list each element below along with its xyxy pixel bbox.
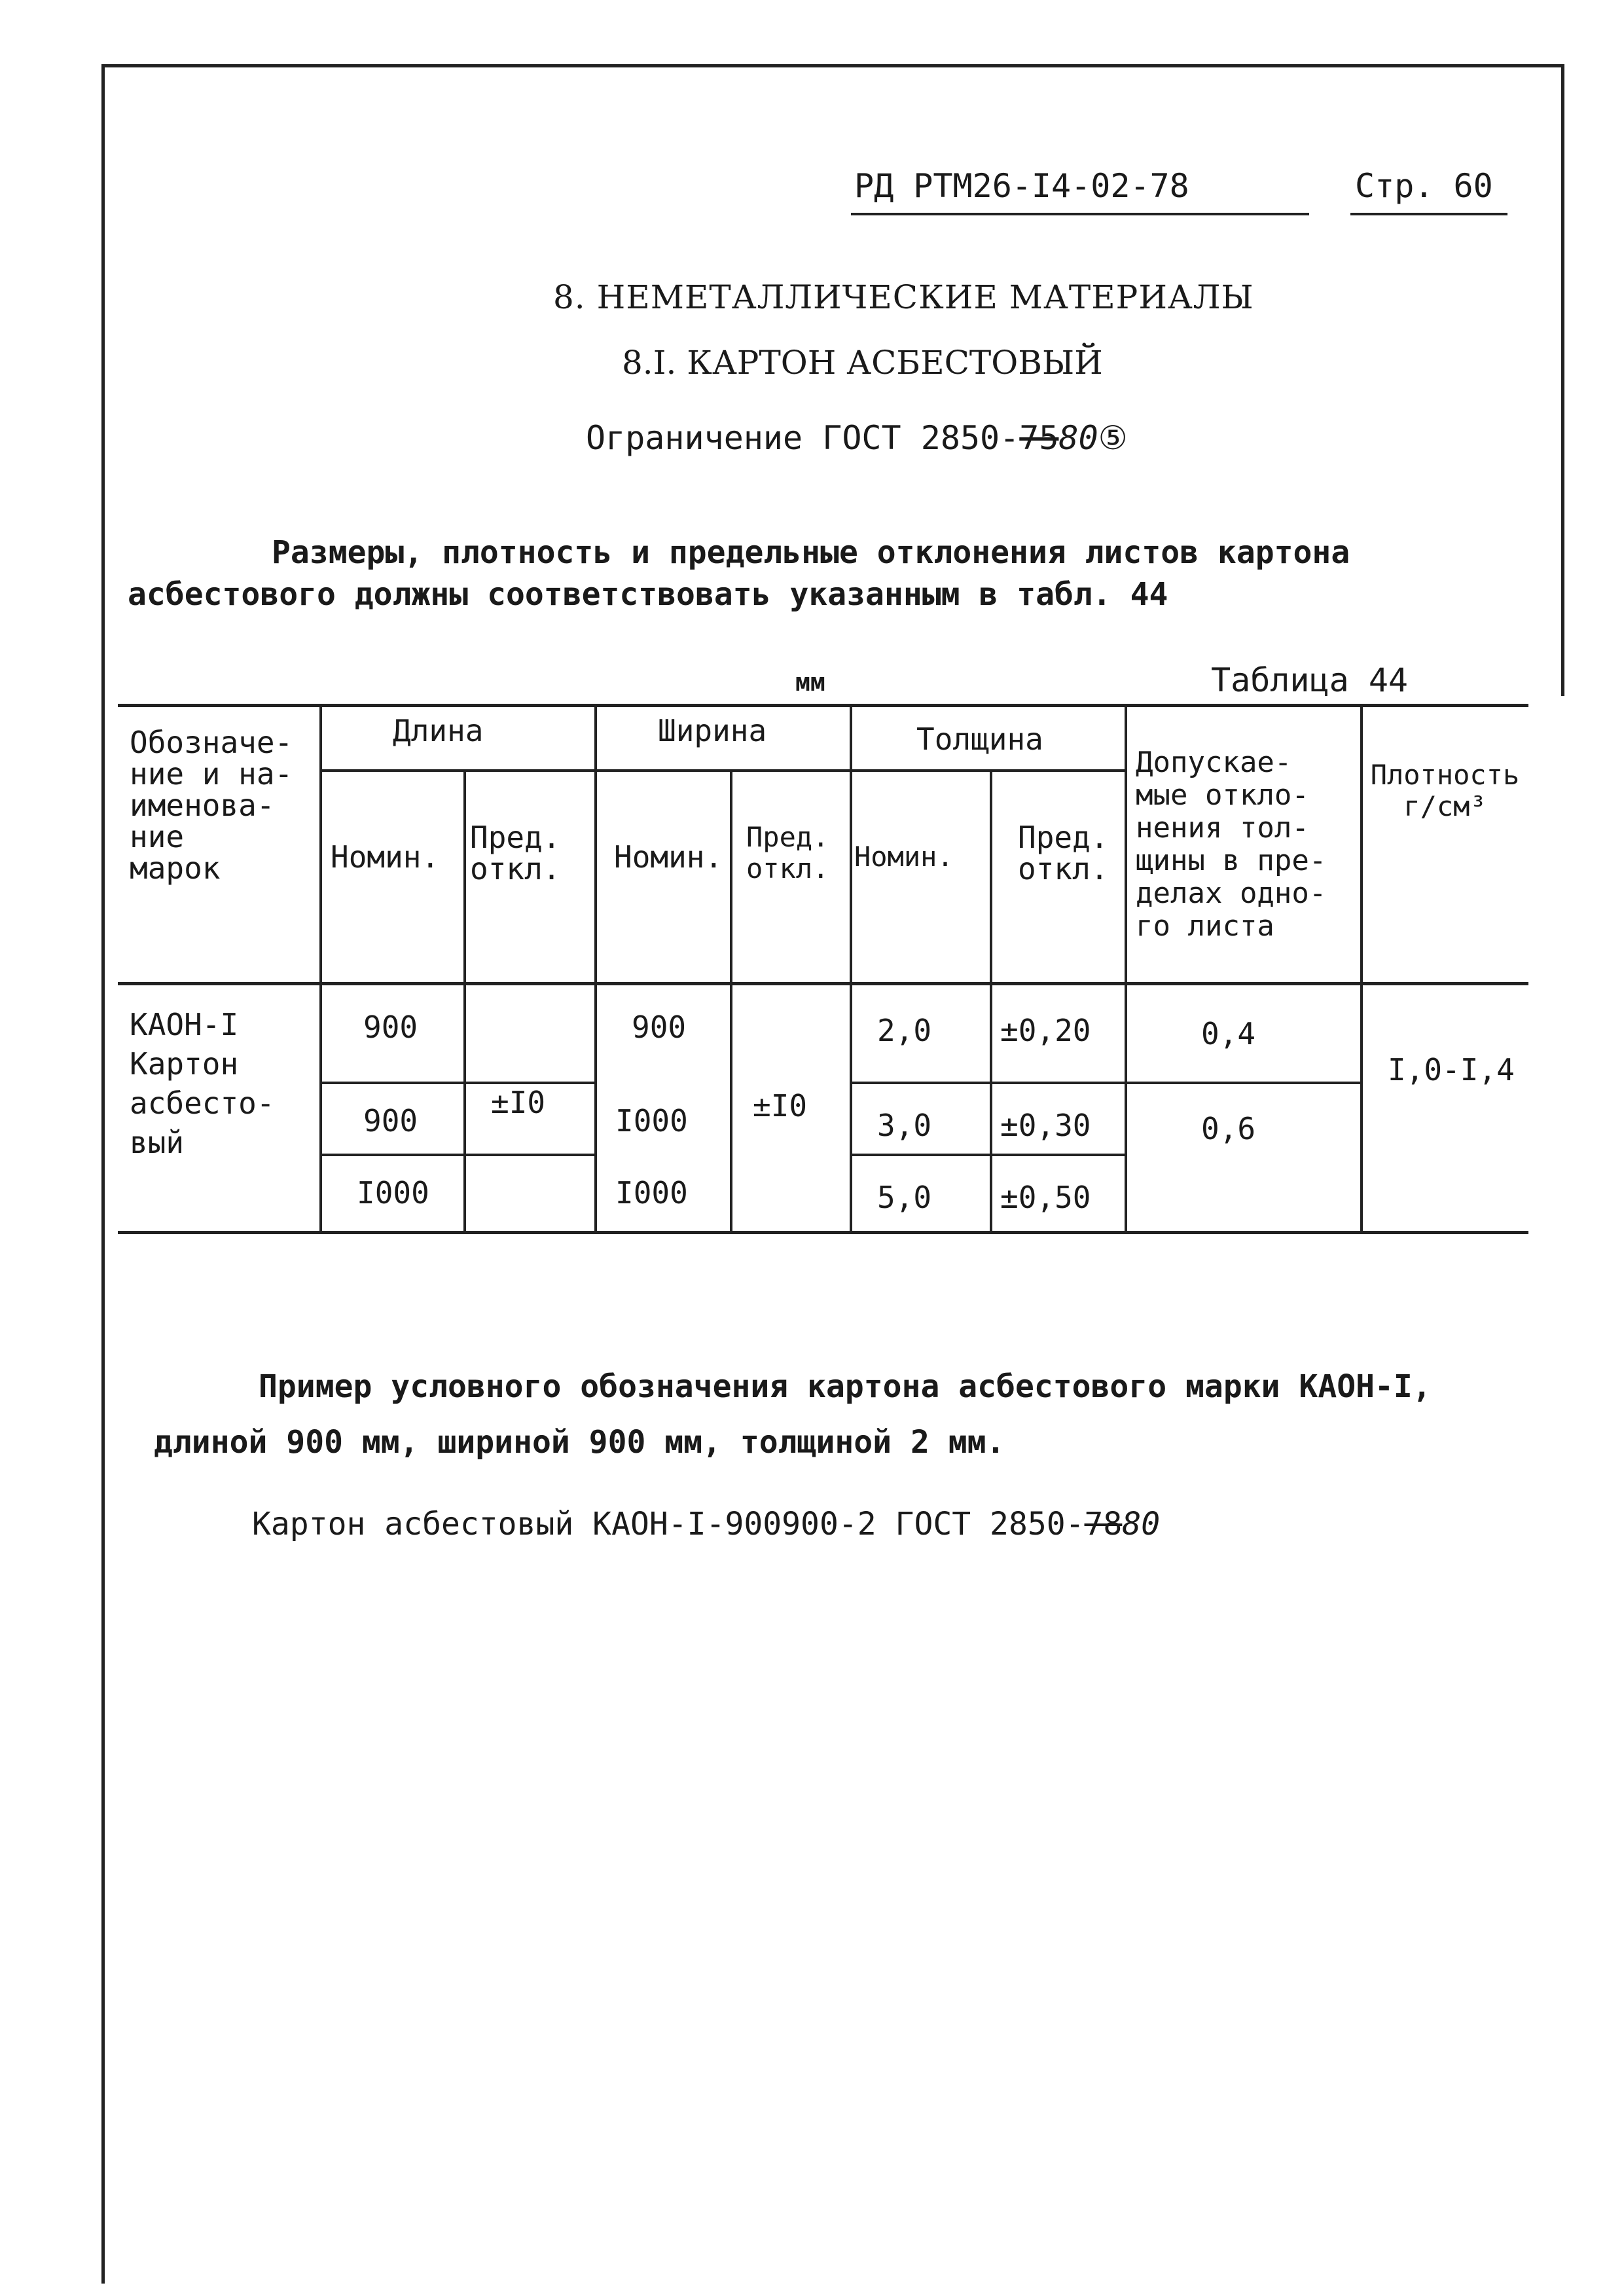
header-designation-l4: ние	[130, 819, 185, 854]
thickness-deviation-1: ±0,20	[1000, 1013, 1091, 1048]
header-thickness-deviation-l2: откл.	[1018, 851, 1109, 886]
example-designation	[252, 1506, 1160, 1542]
document-code: РД РТМ26-I4-02-78	[854, 167, 1189, 205]
intro-text-1: Размеры, плотность и предельные отклонения листов картона	[272, 534, 1350, 571]
table-subheader-rule	[321, 769, 1126, 772]
tolerance-value-2: 0,6	[1201, 1111, 1256, 1146]
row2-rule-right	[851, 1154, 1126, 1156]
thickness-deviation-2: ±0,30	[1000, 1108, 1091, 1143]
col-rule-5	[850, 704, 852, 1234]
header-length-nominal: Номин.	[331, 839, 440, 875]
restriction-new-year: 80	[1058, 419, 1098, 457]
thickness-nominal-1: 2,0	[877, 1013, 932, 1048]
table-caption: Таблица 44	[1211, 661, 1409, 699]
example-designation-prefix: Картон асбестовый КАОН-I-900900-2 ГОСТ 2850-	[252, 1506, 1085, 1542]
length-nominal-2: 900	[363, 1103, 418, 1139]
header-density-l2: г/см³	[1403, 790, 1487, 822]
table-top-rule	[118, 704, 1528, 707]
header-tolerance-l1: Допускае-	[1136, 746, 1292, 779]
header-designation	[130, 727, 293, 884]
header-tolerance	[1136, 746, 1326, 943]
length-nominal-1: 900	[363, 1010, 418, 1045]
header-thickness-deviation	[1018, 822, 1108, 884]
col-rule-1	[319, 704, 322, 1234]
header-length-deviation-l1: Пред.	[470, 820, 561, 855]
thickness-nominal-3: 5,0	[877, 1180, 932, 1215]
table-unit: мм	[795, 668, 825, 697]
header-designation-l5: марок	[130, 850, 221, 886]
frame-right-border	[1561, 64, 1564, 696]
header-length-deviation-l2: откл.	[470, 851, 561, 886]
thickness-deviation-3: ±0,50	[1000, 1180, 1091, 1215]
header-designation-l2: ние и на-	[130, 756, 293, 792]
row-mark	[130, 1005, 275, 1162]
subsection-title: 8.I. КАРТОН АСБЕСТОВЫЙ	[622, 344, 1103, 382]
header-tolerance-l3: нения тол-	[1136, 811, 1309, 845]
header-length: Длина	[393, 713, 484, 748]
width-nominal-3: I000	[615, 1175, 688, 1211]
header-density-l1: Плотность	[1370, 759, 1520, 791]
header-length-deviation	[470, 822, 560, 884]
thickness-nominal-2: 3,0	[877, 1108, 932, 1143]
table-header-bottom-rule	[118, 982, 1528, 985]
header-designation-l3: именова-	[130, 788, 275, 823]
restriction-struck-year: 75	[1019, 419, 1059, 457]
table-bottom-rule	[118, 1231, 1528, 1234]
row2-rule-left	[321, 1154, 596, 1156]
mark-name-l1: Картон	[130, 1046, 239, 1082]
mark-name-l2: асбесто-	[130, 1085, 275, 1121]
header-width-deviation	[746, 822, 829, 884]
density-value: I,0-I,4	[1388, 1052, 1515, 1087]
header-thickness-deviation-l1: Пред.	[1018, 820, 1109, 855]
row1-rule-right	[851, 1082, 1362, 1084]
frame-top-border	[101, 64, 1564, 67]
mark-name-l3: вый	[130, 1125, 185, 1160]
header-tolerance-l4: щины в пре-	[1136, 844, 1327, 877]
width-nominal-1: 900	[632, 1010, 687, 1045]
section-title: 8. НЕМЕТАЛЛИЧЕСКИЕ МАТЕРИАЛЫ	[553, 278, 1254, 316]
col-rule-7	[1125, 704, 1127, 1234]
col-rule-4	[730, 769, 732, 1234]
length-nominal-3: I000	[357, 1175, 429, 1211]
document-code-underline	[851, 213, 1309, 215]
change-mark: ⑤	[1098, 419, 1128, 457]
length-deviation: ±I0	[491, 1085, 546, 1120]
col-rule-3	[594, 704, 597, 1234]
tolerance-value-1: 0,4	[1201, 1016, 1256, 1051]
header-width-nominal: Номин.	[614, 839, 723, 875]
example-line-2: длиной 900 мм, шириной 900 мм, толщиной 2 мм.	[154, 1424, 1005, 1461]
frame-left-border	[101, 64, 105, 2284]
col-rule-8	[1360, 704, 1363, 1234]
example-line-1: Пример условного обозначения картона асбестового марки КАОН-I,	[259, 1368, 1432, 1405]
header-width: Ширина	[658, 713, 767, 748]
restriction-prefix: Ограничение ГОСТ 2850-	[586, 419, 1020, 457]
col-rule-6	[990, 769, 992, 1234]
header-width-deviation-l1: Пред.	[746, 821, 829, 853]
row1-rule-left	[321, 1082, 596, 1084]
header-designation-l1: Обозначе-	[130, 725, 293, 760]
page-number: Стр. 60	[1355, 167, 1493, 205]
header-thickness-nominal: Номин.	[854, 841, 954, 873]
header-tolerance-l5: делах одно-	[1136, 877, 1327, 910]
example-struck-year: 78	[1084, 1506, 1123, 1542]
mark-code: КАОН-I	[130, 1007, 239, 1042]
header-thickness: Толщина	[916, 721, 1043, 757]
intro-line-2: асбестового должны соответствовать указанным в табл. 44	[128, 576, 1168, 613]
header-tolerance-l2: мые откло-	[1136, 778, 1309, 812]
width-deviation: ±I0	[753, 1088, 808, 1123]
restriction-line	[586, 419, 1128, 457]
page-number-underline	[1350, 213, 1507, 215]
example-new-year: 80	[1122, 1506, 1161, 1542]
width-nominal-2: I000	[615, 1103, 688, 1139]
header-density	[1365, 759, 1525, 822]
intro-line-1	[167, 524, 1542, 581]
col-rule-2	[463, 769, 466, 1234]
header-width-deviation-l2: откл.	[746, 852, 829, 884]
header-tolerance-l6: го листа	[1136, 909, 1274, 943]
